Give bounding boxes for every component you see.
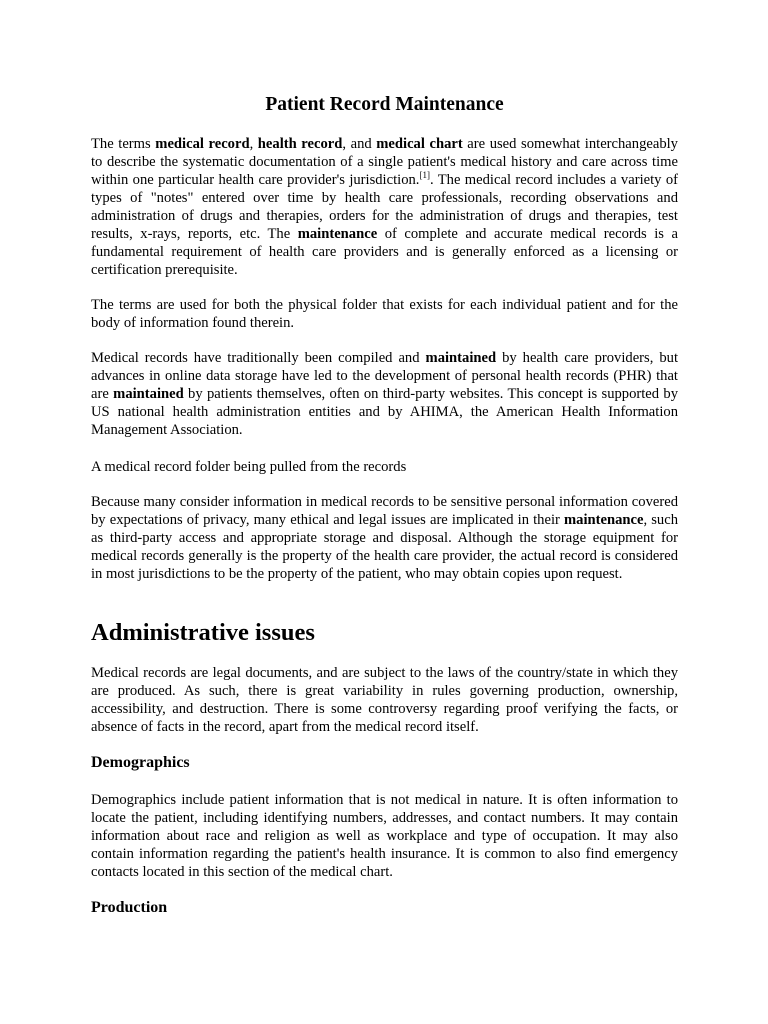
bold-term-medical-chart: medical chart <box>376 136 463 152</box>
text-run: Medical records have traditionally been compiled and <box>91 350 426 366</box>
text-run: , <box>249 136 258 152</box>
paragraph-phr <box>91 349 678 439</box>
bold-term-medical-record: medical record <box>155 136 250 152</box>
bold-term-maintenance: maintenance <box>564 512 644 528</box>
text-run: , such as third-party access and appropriate storage and disposal. Although the storage equipment for medical records generally is the property of the health care provider, the actual record is considered in most jurisdictions to be the property of the patient, who may obtain copies upon request. <box>91 512 678 582</box>
paragraph-folder: The terms are used for both the physical folder that exists for each individual patient and for the body of information found therein. <box>91 297 678 331</box>
paragraph-privacy <box>91 493 678 583</box>
paragraph-intro <box>91 135 678 279</box>
text-run: , and <box>342 136 377 152</box>
text-run: The terms <box>91 136 156 152</box>
bold-term-maintained: maintained <box>113 386 184 402</box>
heading-administrative-issues: Administrative issues <box>91 619 315 646</box>
text-run: . The medical record includes a variety of types of "notes" entered over time by health care professionals, recording observations and administration of drugs and therapies, orders for the administration of drugs and therapies, test results, x-rays, reports, etc. The <box>91 172 679 242</box>
paragraph-legal: Medical records are legal documents, and are subject to the laws of the country/state in which they are produced. As such, there is great variability in rules governing production, ownership, accessibility, and destruction. There is some controversy regarding proof verifying the facts, or absence of facts in the record, apart from the medical record itself. <box>91 665 678 735</box>
text-run: by patients themselves, often on third-party websites. This concept is supported by US national health administration entities and by AHIMA, the American Health Information Management Association. <box>91 386 678 438</box>
image-caption-text: A medical record folder being pulled from the records <box>91 459 407 475</box>
text-run: of complete and accurate medical records is a fundamental requirement of health care providers and is generally enforced as a licensing or certification prerequisite. <box>91 226 678 278</box>
bold-term-health-record: health record <box>257 136 343 152</box>
heading-demographics: Demographics <box>91 754 190 771</box>
heading-production: Production <box>91 899 168 916</box>
text-run: are used somewhat interchangeably to describe the systematic documentation of a single patient's medical history and care across time within one particular health care provider's jurisdiction. <box>91 136 678 188</box>
bold-term-maintenance: maintenance <box>297 226 378 242</box>
citation-link[interactable]: [1] <box>419 170 430 180</box>
paragraph-demographics: Demographics include patient information that is not medical in nature. It is often information to locate the patient, including identifying numbers, addresses, and contact numbers. It may contain information about race and religion as well as workplace and type of occupation. It may also contain information regarding the patient's health insurance. It is common to also find emergency contacts located in this section of the medical chart. <box>91 792 678 880</box>
text-run: Because many consider information in medical records to be sensitive personal information covered by expectations of privacy, many ethical and legal issues are implicated in their <box>91 494 678 528</box>
bold-term-maintained: maintained <box>425 350 497 366</box>
text-run: by health care providers, but advances in online data storage have led to the development of personal health records (PHR) that are <box>91 350 679 402</box>
document-title: Patient Record Maintenance <box>265 94 504 115</box>
